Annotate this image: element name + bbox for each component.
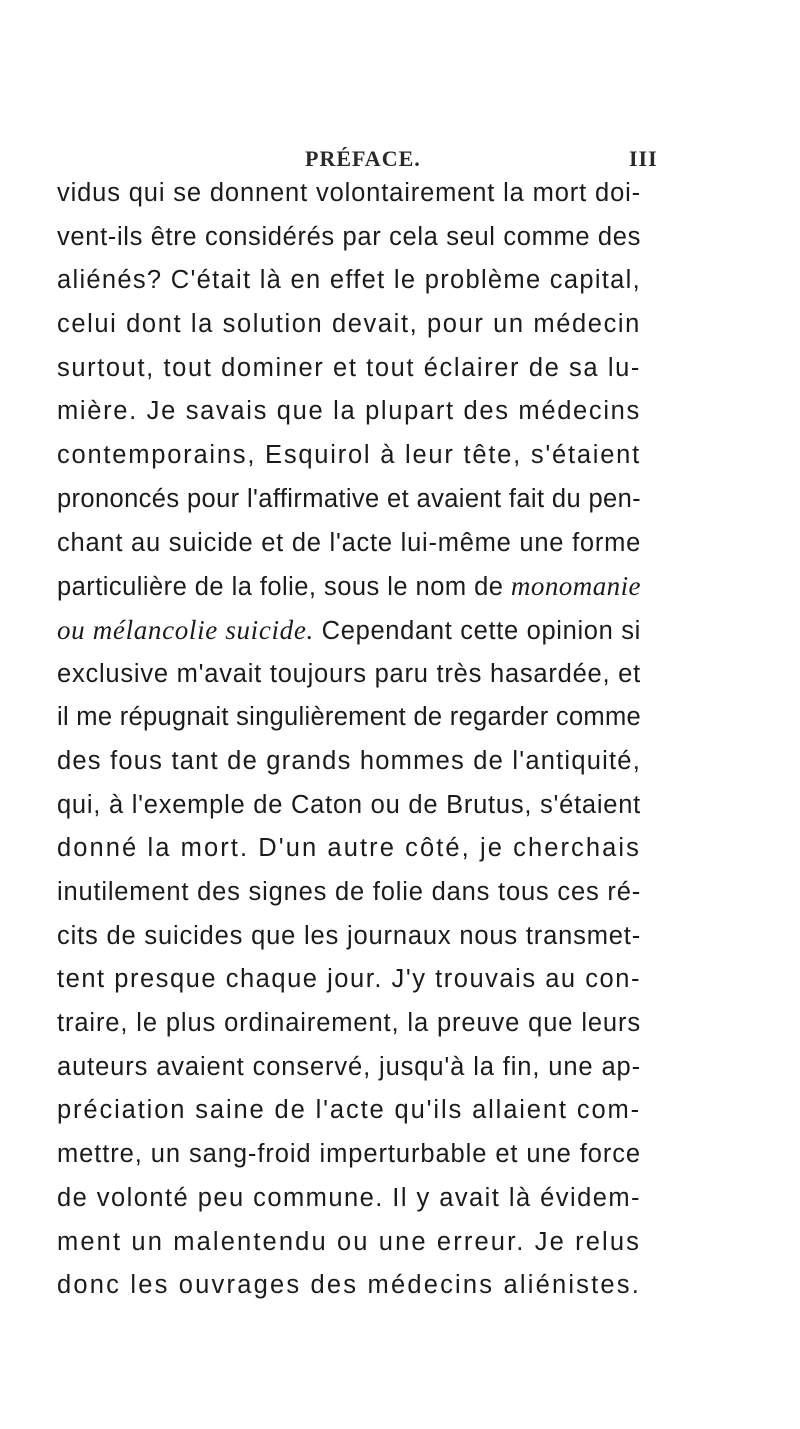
text-line: aliénés? C'était là en effet le problème capital, xyxy=(57,266,641,295)
text-line: vent-ils être considérés par cela seul comme des xyxy=(57,222,641,251)
running-head xyxy=(0,146,800,174)
text-line: il me répugnait singulièrement de regarder comme xyxy=(57,703,641,732)
running-title: PRÉFACE. xyxy=(305,146,421,171)
text-line: prononcés pour l'affirmative et avaient fait du pen- xyxy=(57,484,642,513)
text-line: contemporains, Esquirol à leur tête, s'étaient xyxy=(57,441,641,470)
text-line: cits de suicides que les journaux nous transmet- xyxy=(57,921,642,950)
italic-term: monomanie xyxy=(510,571,642,602)
text-line: mettre, un sang-froid imperturbable et une force xyxy=(57,1140,641,1169)
text-line: celui dont la solution devait, pour un médecin xyxy=(57,310,641,339)
text-line: vidus qui se donnent volontairement la mort doi- xyxy=(57,179,641,207)
text-line-mixed xyxy=(57,565,641,609)
text-line: chant au suicide et de l'acte lui-même une forme xyxy=(57,528,642,557)
text-line: tent presque chaque jour. J'y trouvais au con- xyxy=(57,965,641,994)
body-text xyxy=(57,172,641,1308)
text-line: donc les ouvrages des médecins aliénistes. xyxy=(57,1271,642,1300)
text-line: exclusive m'avait toujours paru très hasardée, et xyxy=(57,659,641,688)
text-line: qui, à l'exemple de Caton ou de Brutus, s'étaient xyxy=(57,790,641,819)
text-line: ment un malentendu ou une erreur. Je relus xyxy=(57,1227,642,1256)
italic-term: ou mélancolie suicide. xyxy=(57,614,314,645)
text-line: inutilement des signes de folie dans tous ces ré- xyxy=(57,878,641,906)
text-line: traire, le plus ordinairement, la preuve que leurs xyxy=(57,1009,641,1038)
text-line: de volonté peu commune. Il y avait là évidem- xyxy=(57,1183,641,1212)
text-line: auteurs avaient conservé, jusqu'à la fin, une ap- xyxy=(57,1052,641,1081)
text-line-mixed xyxy=(57,609,641,653)
text-segment: Cependant cette opinion si xyxy=(313,616,642,645)
text-line: surtout, tout dominer et tout éclairer de sa lu- xyxy=(57,353,641,382)
text-line: mière. Je savais que la plupart des médecins xyxy=(57,397,641,426)
text-line: préciation saine de l'acte qu'ils allaient com- xyxy=(57,1096,641,1125)
page-number: III xyxy=(629,146,658,171)
text-line: des fous tant de grands hommes de l'antiquité, xyxy=(57,746,642,775)
text-segment: particulière de la folie, sous le nom de xyxy=(57,573,511,602)
text-line: donné la mort. D'un autre côté, je cherchais xyxy=(57,834,641,863)
